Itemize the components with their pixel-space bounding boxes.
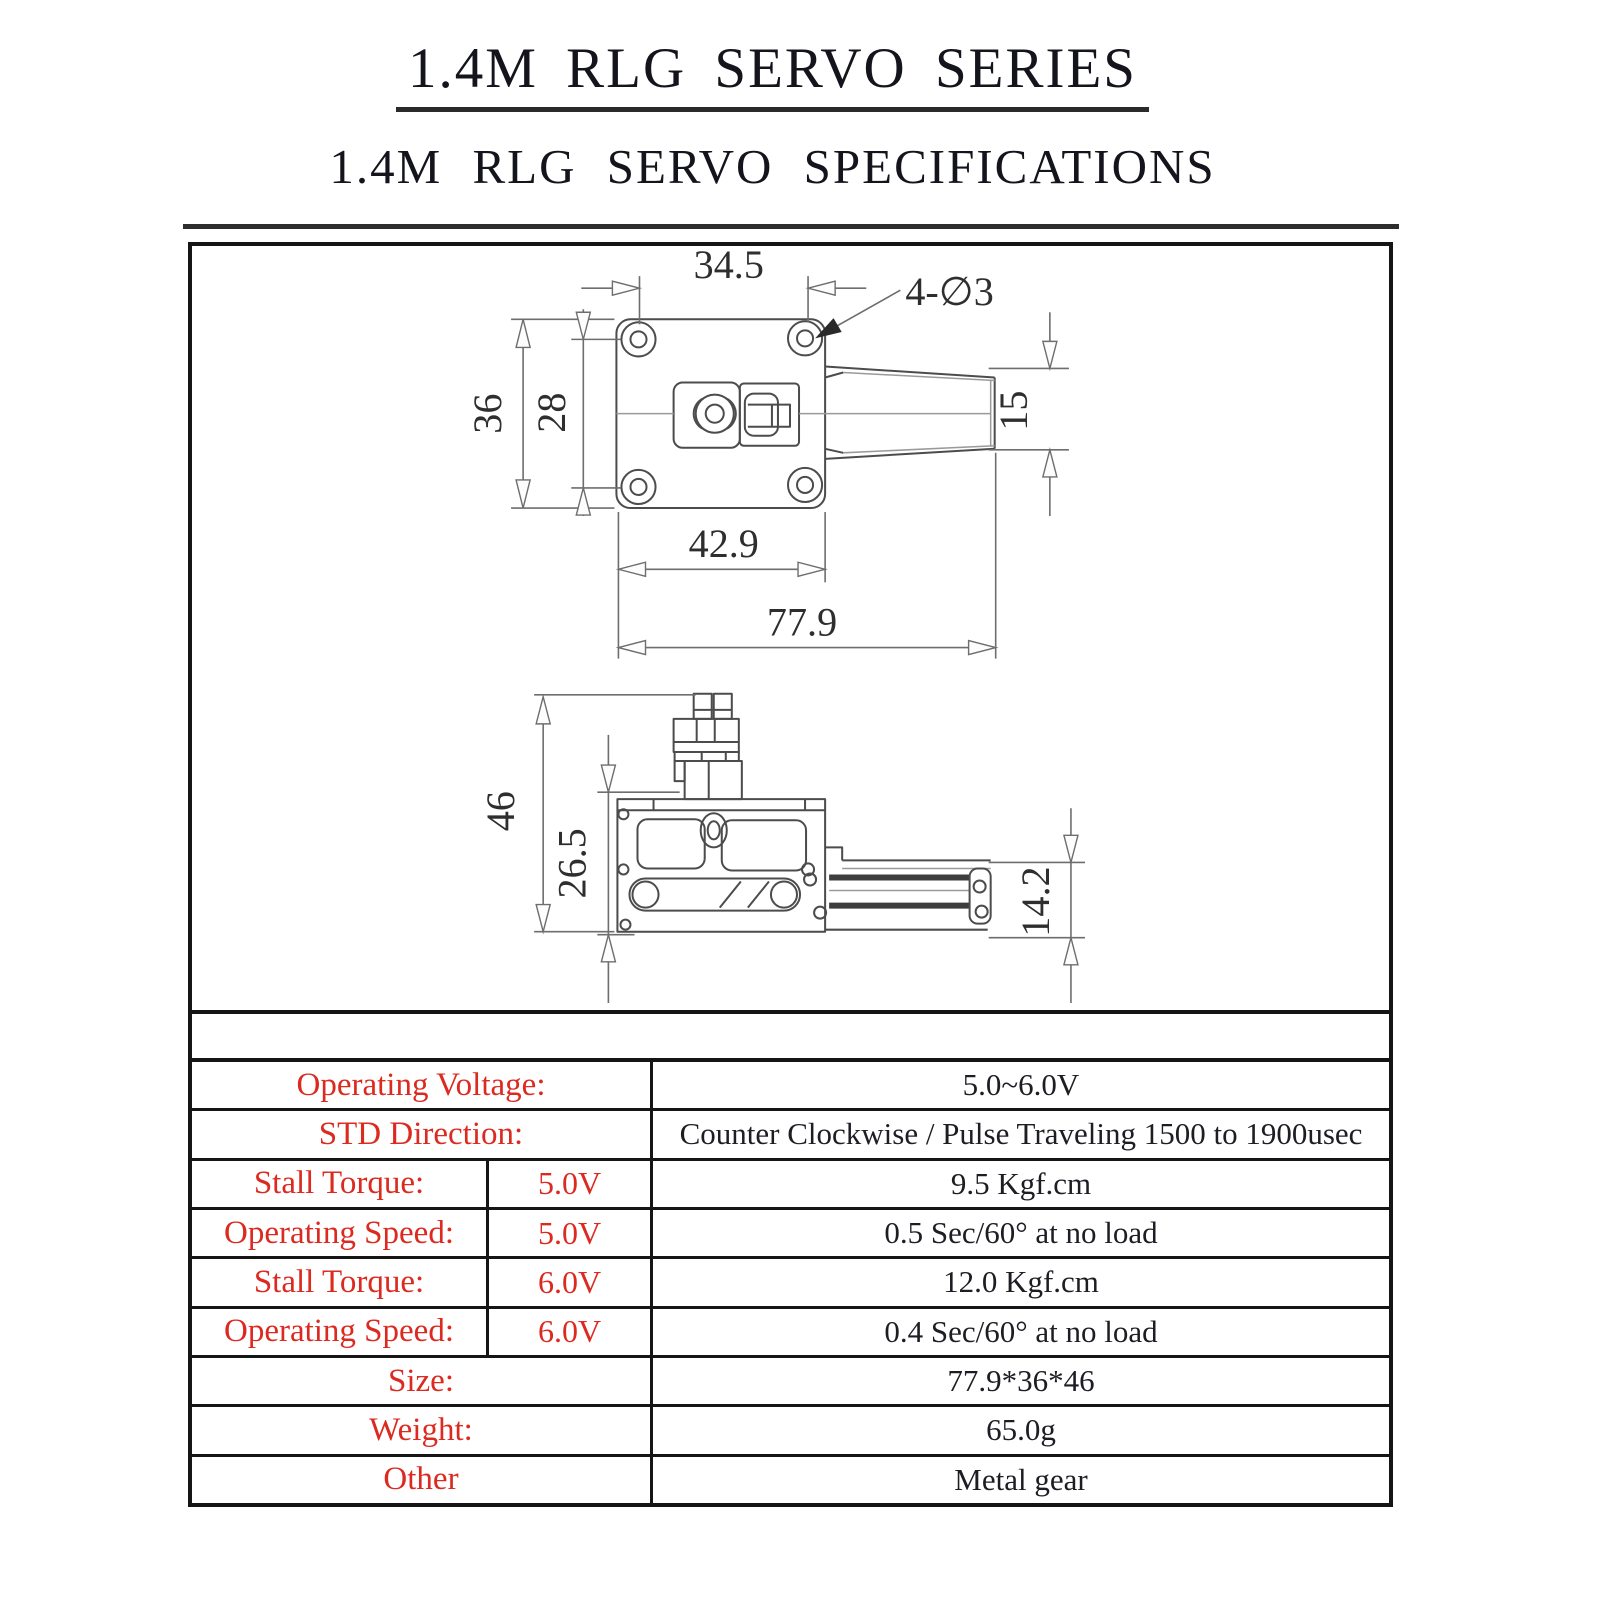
page-subtitle: 1.4M RLG SERVO SPECIFICATIONS xyxy=(329,139,1216,194)
row-value: 9.5 Kgf.cm xyxy=(950,1165,1092,1201)
separator-band xyxy=(192,1014,1389,1062)
spec-sheet-frame xyxy=(188,242,1393,1507)
row-label: Operating Speed: xyxy=(192,1210,489,1256)
horizontal-rule xyxy=(183,224,1399,229)
row-label: Operating Voltage: xyxy=(192,1062,653,1108)
table-row xyxy=(192,1210,1389,1259)
arm-top-view xyxy=(825,366,995,458)
row-voltage: 5.0V xyxy=(489,1210,653,1256)
dim-holes-callout xyxy=(815,269,994,338)
table-row xyxy=(192,1062,1389,1111)
table-row xyxy=(192,1309,1389,1358)
row-voltage: 5.0V xyxy=(489,1161,653,1207)
mount-holes xyxy=(621,321,822,504)
row-label: Operating Speed: xyxy=(192,1309,489,1355)
row-value: Metal gear xyxy=(954,1461,1088,1497)
table-row xyxy=(192,1259,1389,1308)
subtitle-block xyxy=(0,138,1545,195)
row-value: 5.0~6.0V xyxy=(962,1067,1080,1103)
row-value: 0.4 Sec/60° at no load xyxy=(884,1313,1158,1349)
table-row xyxy=(192,1111,1389,1160)
table-row xyxy=(192,1161,1389,1210)
servo-dimension-drawing xyxy=(192,246,1389,1010)
svg-text:26.5: 26.5 xyxy=(549,828,595,899)
top-view xyxy=(465,246,1069,659)
row-label: Size: xyxy=(192,1358,653,1404)
svg-text:77.9: 77.9 xyxy=(766,599,838,645)
table-row xyxy=(192,1407,1389,1456)
row-value: Counter Clockwise / Pulse Traveling 1500 to 1900usec xyxy=(679,1116,1363,1152)
table-row xyxy=(192,1457,1389,1503)
row-voltage: 6.0V xyxy=(489,1309,653,1355)
dim-42-9 xyxy=(618,512,825,582)
arm-side-view xyxy=(825,847,991,929)
body-details xyxy=(618,809,826,929)
dim-14-2 xyxy=(989,808,1085,1003)
svg-text:4-∅3: 4-∅3 xyxy=(905,269,994,315)
technical-drawing xyxy=(192,246,1389,1014)
row-label: Other xyxy=(192,1457,653,1503)
row-label: Stall Torque: xyxy=(192,1161,489,1207)
row-voltage: 6.0V xyxy=(489,1259,653,1305)
dim-77-9 xyxy=(618,453,995,659)
dim-15 xyxy=(989,312,1069,516)
dim-34-5 xyxy=(581,246,866,324)
row-value: 12.0 Kgf.cm xyxy=(943,1264,1099,1300)
table-row xyxy=(192,1358,1389,1407)
page-title: 1.4M RLG SERVO SERIES xyxy=(396,36,1149,112)
spec-table xyxy=(192,1062,1389,1503)
svg-text:36: 36 xyxy=(465,393,511,434)
row-value: 65.0g xyxy=(986,1412,1056,1448)
row-value: 0.5 Sec/60° at no load xyxy=(884,1215,1158,1251)
servo-head xyxy=(674,383,799,448)
row-label: Stall Torque: xyxy=(192,1259,489,1305)
svg-text:15: 15 xyxy=(990,390,1036,431)
side-view xyxy=(478,694,1085,1003)
top-connector xyxy=(674,694,742,799)
svg-text:28: 28 xyxy=(529,392,575,433)
svg-text:42.9: 42.9 xyxy=(688,521,759,567)
row-value: 77.9*36*46 xyxy=(947,1363,1095,1399)
svg-text:46: 46 xyxy=(478,791,524,832)
title-block xyxy=(0,36,1545,112)
svg-text:34.5: 34.5 xyxy=(693,246,764,288)
svg-text:14.2: 14.2 xyxy=(1012,866,1058,937)
row-label: Weight: xyxy=(192,1407,653,1453)
dim-28 xyxy=(529,309,620,516)
row-label: STD Direction: xyxy=(192,1111,653,1157)
